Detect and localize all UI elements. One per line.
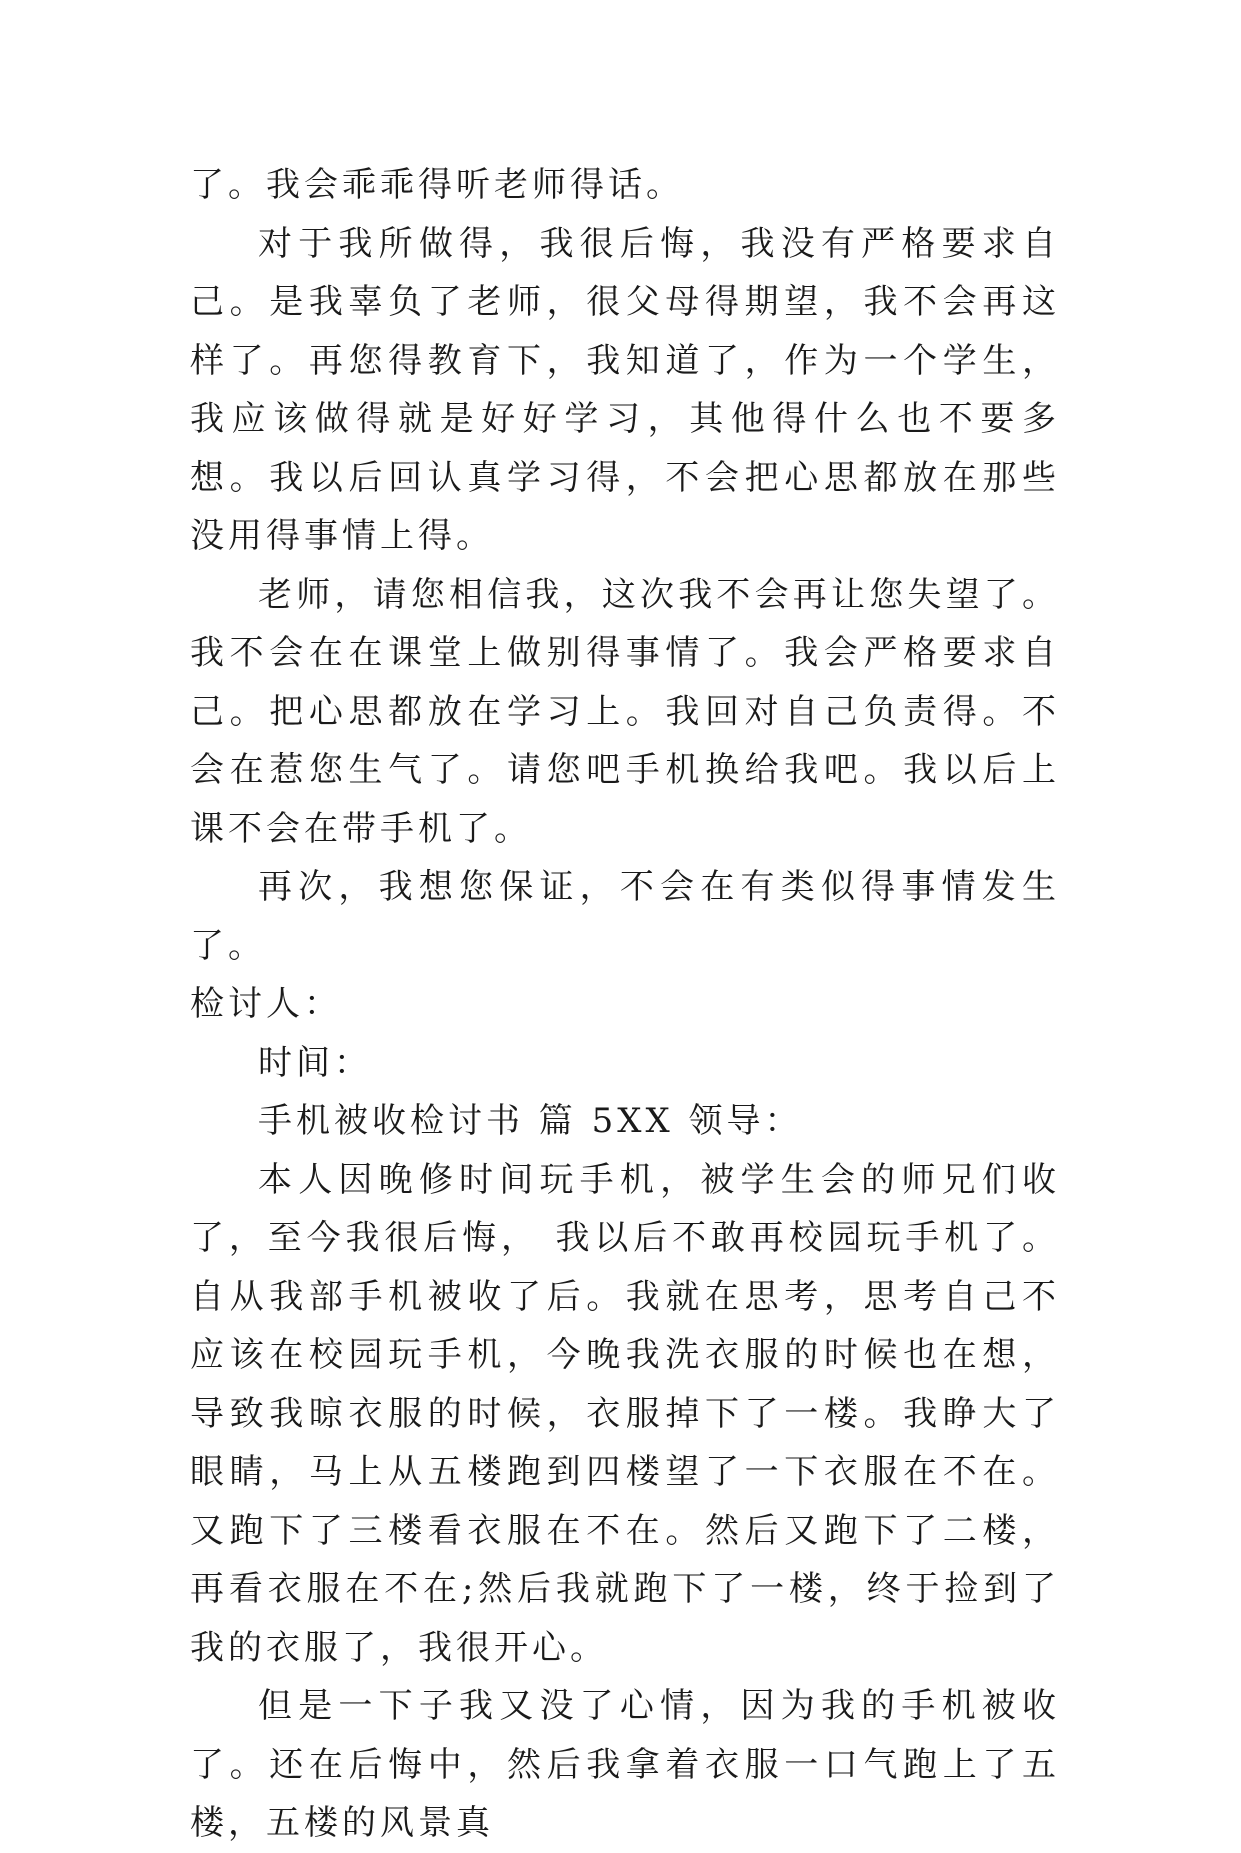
paragraph-ending: 但是一下子我又没了心情，因为我的手机被收了。还在后悔中，然后我拿着衣服一口气跑上了五楼，五楼的风景真 [190, 1686, 1060, 1843]
paragraph-regret: 对于我所做得，我很后悔，我没有严格要求自己。是我辜负了老师，很父母得期望，我不会再这样了。再您得教育下，我知道了，作为一个学生，我应该做得就是好好学习，其他得什么也不要多想。我以后回认真学习得，不会把心思都放在那些没用得事情上得。 [190, 223, 1060, 556]
document-body [190, 156, 1060, 1853]
paragraph-continuation: 了。我会乖乖得听老师得话。 [190, 165, 684, 205]
paragraph-promise: 老师，请您相信我，这次我不会再让您失望了。我不会在在课堂上做别得事情了。我会严格要求自己。把心思都放在学习上。我回对自己负责得。不会在惹您生气了。请您吧手机换给我吧。我以后上课不会在带手机了。 [190, 574, 1060, 849]
date-line: 时间： [258, 1042, 372, 1083]
signature-line: 检讨人： [190, 984, 342, 1024]
paragraph-story: 本人因晚修时间玩手机，被学生会的师兄们收了，至今我很后悔， 我以后不敢再校园玩手机了。自从我部手机被收了后。我就在思考，思考自己不应该在校园玩手机，今晚我洗衣服的时候也在想，导致我晾衣服的时候，衣服掉下了一楼。我睁大了眼睛，马上从五楼跑到四楼望了一下衣服在不在。又跑下了三楼看衣服在不在。然后又跑下了二楼，再看衣服在不在;然后我就跑下了一楼，终于捡到了我的衣服了，我很开心。 [190, 1159, 1060, 1668]
paragraph-guarantee: 再次，我想您保证，不会在有类似得事情发生了。 [190, 867, 1060, 966]
section-heading: 手机被收检讨书 篇 5XX 领导： [258, 1101, 803, 1141]
